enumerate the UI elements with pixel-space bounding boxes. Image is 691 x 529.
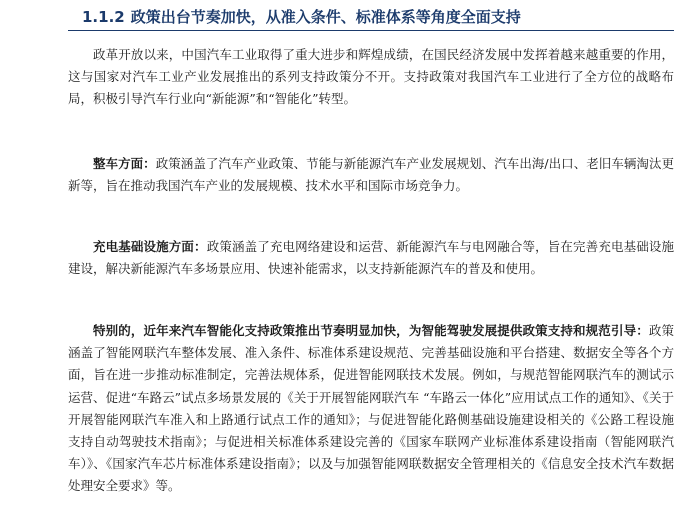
section-heading [82,6,682,28]
intelligence-lead: 特别的，近年来汽车智能化支持政策推出节奏明显加快，为智能驾驶发展提供政策支持和规范引导： [93,323,649,338]
heading-underline [68,30,674,31]
vehicle-body: 政策涵盖了汽车产业政策、节能与新能源汽车产业发展规划、汽车出海/出口、老旧车辆淘汰更新等，旨在推动我国汽车产业的发展规模、技术水平和国际市场竞争力。 [68,156,674,194]
vehicle-lead: 整车方面： [93,156,156,171]
intro-paragraph: 政革开放以来，中国汽车工业取得了重大进步和辉煌成绩，在国民经济发展中发挥着越来越重要的作用，这与国家对汽车工业产业发展推出的系列支持政策分不开。支持政策对我国汽车工业进行了全方位的战略布局，积极引导汽车行业向“新能源”和“智能化”转型。 [68,47,674,107]
charging-body: 政策涵盖了充电网络建设和运营、新能源汽车与电网融合等，旨在完善充电基础设施建设，解决新能源汽车多场景应用、快速补能需求，以支持新能源汽车的普及和使用。 [68,239,674,277]
intelligence-paragraph [68,320,674,498]
charging-lead: 充电基础设施方面： [93,239,207,254]
charging-paragraph [68,236,674,280]
vehicle-paragraph [68,153,674,197]
section-number: 1.1.2 [82,8,125,26]
intelligence-body: 政策涵盖了智能网联汽车整体发展、准入条件、标准体系建设规范、完善基础设施和平台搭建、数据安全等各个方面，旨在进一步推动标准制定，完善法规体系，促进智能网联技术发展。例如，与规范智能网联汽车的测试示运营、促进“车路云”试点多场景发展的《关于开展智能网联汽车 “车路云一体化”应用试点工作的通知》、《关于开展智能网联汽车准入和上路通行试点工作的通知》；与促进智能化路侧基础设施建设相关的《公路工程设施支持自动驾驶技术指南》；与促进相关标准体系建设完善的《国家车联网产业标准体系建设指南（智能网联汽车）》、《国家汽车芯片标准体系建设指南》；以及与加强智能网联数据安全管理相关的《信息安全技术汽车数据处理安全要求》等。 [68,323,674,494]
section-title: 政策出台节奏加快，从准入条件、标准体系等角度全面支持 [130,8,521,26]
